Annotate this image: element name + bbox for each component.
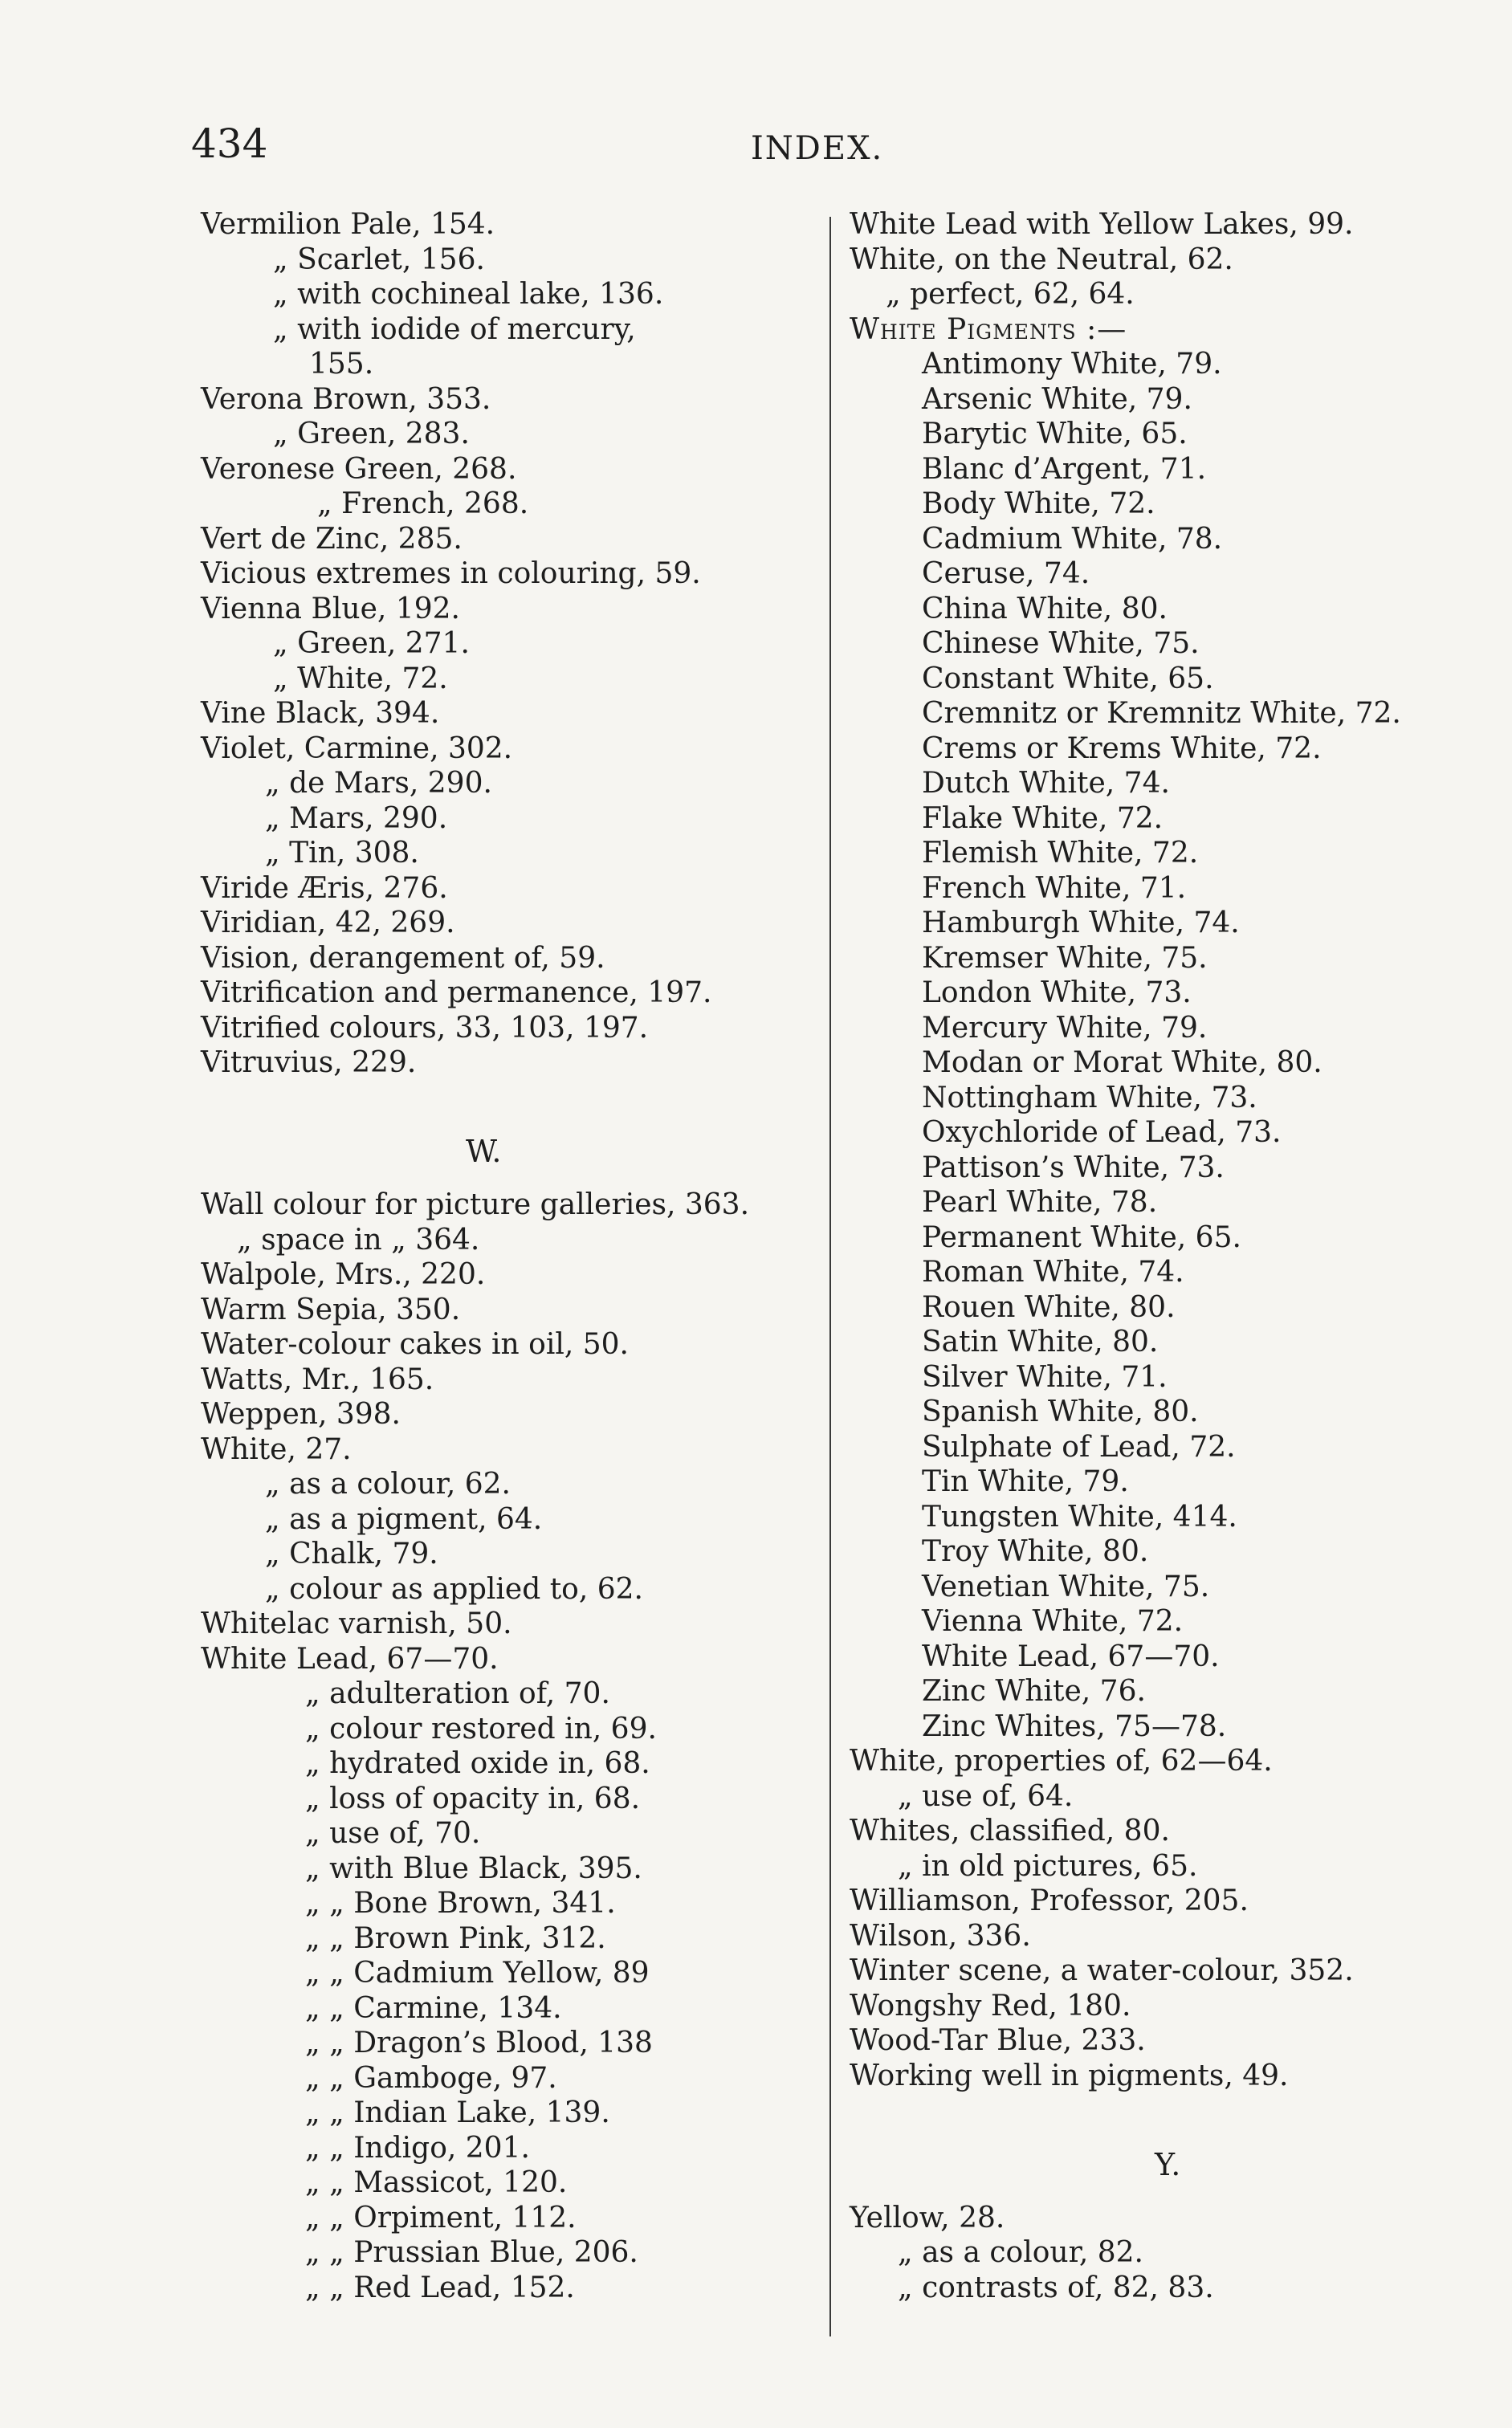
index-entry: „ Chalk, 79.	[265, 1538, 438, 1570]
index-entry: Winter scene, a water-colour, 352.	[850, 1954, 1354, 1987]
index-entry: Cremnitz or Kremnitz White, 72.	[922, 697, 1401, 730]
index-entry: „ colour restored in, 69.	[305, 1712, 657, 1746]
running-title: INDEX.	[751, 130, 884, 167]
index-entry: Blanc d’Argent, 71.	[922, 452, 1207, 486]
index-entry: „ space in „ 364.	[237, 1223, 480, 1257]
index-entry: White, 27.	[201, 1432, 352, 1466]
index-entry: White Lead with Yellow Lakes, 99.	[850, 208, 1354, 241]
index-entry: Yellow, 28.	[850, 2201, 1005, 2234]
index-entry: White Lead, 67—70.	[922, 1640, 1220, 1673]
index-entry: Wilson, 336.	[850, 1919, 1031, 1953]
index-entry: Veronese Green, 268.	[201, 452, 517, 486]
index-entry: White Pigments :—	[850, 312, 1127, 346]
index-entry: Antimony White, 79.	[922, 348, 1222, 381]
index-entry: Weppen, 398.	[201, 1398, 401, 1431]
index-entry: „ Tin, 308.	[265, 837, 419, 870]
index-entry: „ „ Cadmium Yellow, 89	[305, 1957, 650, 1990]
index-entry: Viridian, 42, 269.	[201, 906, 455, 939]
index-entry: White Lead, 67—70.	[201, 1642, 499, 1676]
index-entry: Wood-Tar Blue, 233.	[850, 2024, 1146, 2057]
index-entry: Dutch White, 74.	[922, 767, 1170, 800]
index-entry: Satin White, 80.	[922, 1326, 1159, 1359]
index-entry: „ „ Massicot, 120.	[305, 2166, 568, 2199]
index-entry: Wongshy Red, 180.	[850, 1989, 1131, 2023]
page-header	[0, 120, 1512, 177]
index-entry: „ Scarlet, 156.	[273, 242, 485, 276]
index-entry: Mercury White, 79.	[922, 1011, 1208, 1045]
index-entry: Whites, classified, 80.	[850, 1815, 1170, 1847]
index-entry: Arsenic White, 79.	[922, 382, 1192, 416]
index-entry: „ „ Bone Brown, 341.	[305, 1887, 616, 1920]
index-entry: Water-colour cakes in oil, 50.	[201, 1328, 629, 1361]
index-entry: „ hydrated oxide in, 68.	[305, 1747, 650, 1780]
index-entry: Cadmium White, 78.	[922, 522, 1223, 556]
index-entry: Vienna Blue, 192.	[201, 592, 460, 625]
index-entry: „ colour as applied to, 62.	[265, 1572, 643, 1606]
index-entry: „ „ Dragon’s Blood, 138	[305, 2027, 653, 2059]
index-entry: Modan or Morat White, 80.	[922, 1046, 1322, 1079]
index-entry: Rouen White, 80.	[922, 1290, 1176, 1324]
index-entry: Flemish White, 72.	[922, 837, 1199, 870]
index-entry: „ as a pigment, 64.	[265, 1502, 543, 1536]
index-entry: Troy White, 80.	[922, 1535, 1149, 1568]
index-entry: „ „ Orpiment, 112.	[305, 2201, 577, 2234]
index-entry: Tungsten White, 414.	[922, 1500, 1237, 1534]
index-entry: Williamson, Professor, 205.	[850, 1884, 1249, 1917]
index-entry: „ with iodide of mercury,	[273, 312, 636, 346]
index-entry: Ceruse, 74.	[922, 557, 1090, 590]
index-entry: Roman White, 74.	[922, 1256, 1184, 1289]
index-entry: „ „ Prussian Blue, 206.	[305, 2236, 638, 2269]
index-entry: „ Green, 271.	[273, 627, 470, 660]
index-entry: Venetian White, 75.	[922, 1570, 1210, 1603]
index-entry: Hamburgh White, 74.	[922, 906, 1240, 939]
index-entry: Pearl White, 78.	[922, 1186, 1158, 1219]
index-column-right	[850, 207, 1492, 2305]
index-entry: Chinese White, 75.	[922, 627, 1200, 660]
index-entry: Barytic White, 65.	[922, 418, 1188, 450]
index-entry: China White, 80.	[922, 592, 1168, 625]
index-entry: „ White, 72.	[273, 662, 448, 695]
index-entry: „ French, 268.	[317, 487, 529, 520]
index-entry: Vitrification and permanence, 197.	[201, 976, 712, 1009]
index-entry: White, properties of, 62—64.	[850, 1745, 1273, 1778]
index-entry: „ „ Brown Pink, 312.	[305, 1921, 606, 1955]
index-entry: Vienna White, 72.	[922, 1605, 1184, 1638]
index-entry: Vermilion Pale, 154.	[201, 208, 495, 241]
index-entry: Crems or Krems White, 72.	[922, 731, 1322, 765]
index-entry: „ loss of opacity in, 68.	[305, 1782, 641, 1815]
index-entry: „ „ Indigo, 201.	[305, 2131, 530, 2165]
index-entry: Zinc White, 76.	[922, 1675, 1146, 1708]
index-column-left	[201, 207, 835, 2305]
index-entry: Walpole, Mrs., 220.	[201, 1258, 486, 1291]
index-entry: Nottingham White, 73.	[922, 1081, 1257, 1114]
index-entry: Tin White, 79.	[922, 1465, 1129, 1498]
index-entry: Kremser White, 75.	[922, 941, 1208, 975]
index-entry: Flake White, 72.	[922, 801, 1164, 835]
index-entry: Vision, derangement of, 59.	[201, 941, 605, 975]
index-entry: Watts, Mr., 165.	[201, 1363, 434, 1396]
index-entry: Body White, 72.	[922, 487, 1155, 520]
index-entry: „ contrasts of, 82, 83.	[898, 2271, 1214, 2304]
index-entry: „ „ Gamboge, 97.	[305, 2061, 557, 2095]
index-entry: „ de Mars, 290.	[265, 767, 492, 800]
index-entry: „ use of, 70.	[305, 1817, 481, 1850]
index-entry: „ „ Red Lead, 152.	[305, 2271, 575, 2304]
index-entry: Vitrified colours, 33, 103, 197.	[201, 1011, 649, 1045]
index-entry: Pattison’s White, 73.	[922, 1151, 1225, 1184]
index-entry: Vicious extremes in colouring, 59.	[201, 557, 701, 590]
index-entry: Zinc Whites, 75—78.	[922, 1709, 1227, 1743]
index-entry: French White, 71.	[922, 871, 1187, 905]
index-entry: 155.	[309, 348, 374, 381]
index-entry: Working well in pigments, 49.	[850, 2059, 1289, 2092]
index-entry: „ Mars, 290.	[265, 801, 448, 835]
index-entry: „ with cochineal lake, 136.	[273, 278, 664, 311]
index-entry: „ adulteration of, 70.	[305, 1677, 610, 1710]
index-entry: „ as a colour, 62.	[265, 1468, 511, 1501]
index-entry: Violet, Carmine, 302.	[201, 731, 513, 765]
index-entry: Constant White, 65.	[922, 662, 1214, 695]
index-entry: „ „ Indian Lake, 139.	[305, 2096, 610, 2129]
index-entry: Spanish White, 80.	[922, 1395, 1199, 1428]
index-entry: Vitruvius, 229.	[201, 1046, 417, 1079]
index-entry: „ „ Carmine, 134.	[305, 1991, 562, 2025]
index-entry: Warm Sepia, 350.	[201, 1293, 461, 1326]
index-entry: „ with Blue Black, 395.	[305, 1852, 642, 1885]
index-entry: „ in old pictures, 65.	[898, 1849, 1198, 1883]
section-letter: Y.	[1155, 2146, 1181, 2182]
index-entry: Whitelac varnish, 50.	[201, 1607, 512, 1640]
page-number: 434	[191, 120, 268, 167]
spacer	[201, 1081, 835, 1116]
section-letter: W.	[466, 1134, 502, 1169]
spacer	[850, 2093, 1492, 2129]
index-entry: Oxychloride of Lead, 73.	[922, 1116, 1282, 1149]
index-entry: Viride Æris, 276.	[201, 871, 448, 905]
index-entry: Permanent White, 65.	[922, 1220, 1241, 1254]
index-entry: „ use of, 64.	[898, 1779, 1074, 1813]
index-entry: Wall colour for picture galleries, 363.	[201, 1188, 750, 1221]
index-entry: London White, 73.	[922, 976, 1192, 1009]
index-entry: „ as a colour, 82.	[898, 2236, 1143, 2269]
index-entry: Silver White, 71.	[922, 1360, 1168, 1394]
index-entry: Vert de Zinc, 285.	[201, 522, 463, 556]
index-entry: Verona Brown, 353.	[201, 382, 491, 416]
index-entry: „ perfect, 62, 64.	[886, 278, 1135, 311]
index-entry: Vine Black, 394.	[201, 697, 440, 730]
index-entry: „ Green, 283.	[273, 418, 470, 450]
index-entry: Sulphate of Lead, 72.	[922, 1430, 1236, 1464]
index-entry: White, on the Neutral, 62.	[850, 242, 1233, 276]
